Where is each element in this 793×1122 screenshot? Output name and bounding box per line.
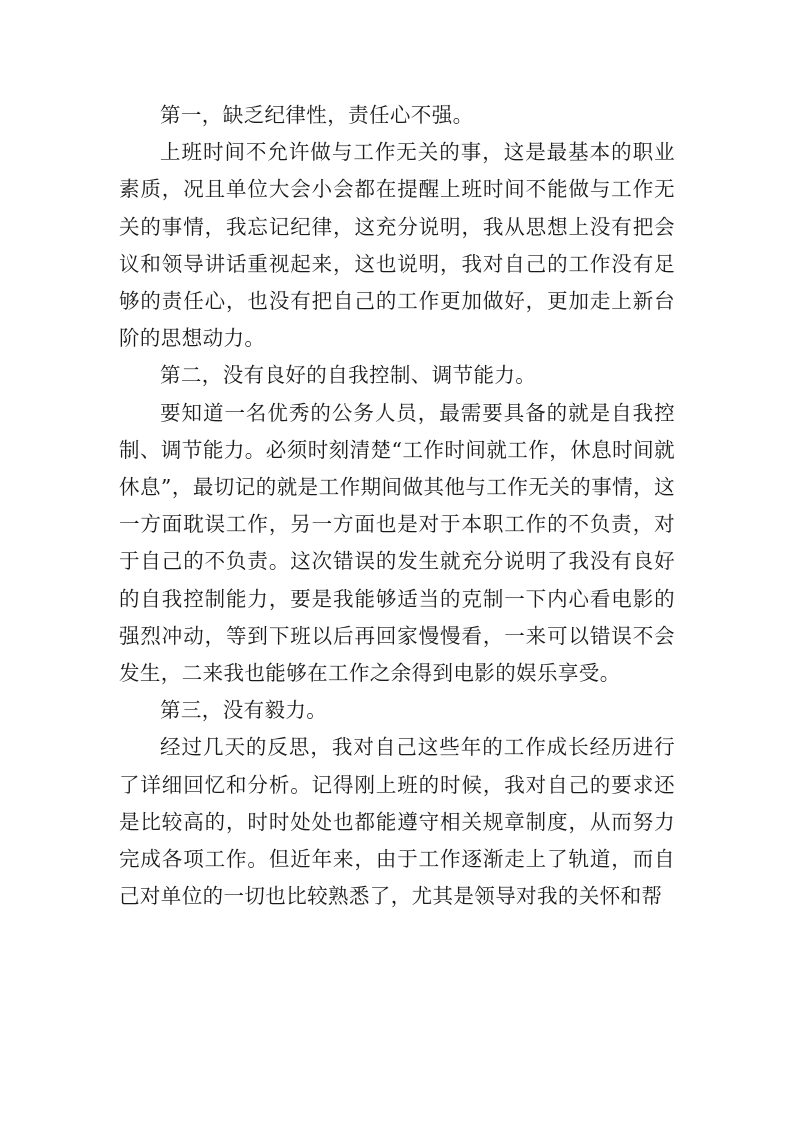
document-body <box>119 97 675 915</box>
heading-point-one: 第一，缺乏纪律性，责任心不强。 <box>160 103 474 127</box>
heading-point-two: 第二，没有良好的自我控制、调节能力。 <box>160 363 537 388</box>
heading-point-three: 第三，没有毅力。 <box>160 698 328 723</box>
paragraph-point-two: 要知道一名优秀的公务人员，最需要具备的就是自我控制、调节能力。必须时刻清楚“工作时间就工作，休息时间就休息”，最切记的就是工作期间做其他与工作无关的事情，这一方面耽误工作，另一方面也是对于本职工作的不负责，对于自己的不负责。这次错误的发生就充分说明了我没有良好的自我控制能力，要是我能够适当的克制一下内心看电影的强烈冲动，等到下班以后再回家慢慢看，一来可以错误不会发生，二来我也能够在工作之余得到电影的娱乐享受。 <box>119 400 675 686</box>
paragraph-point-three: 经过几天的反思，我对自己这些年的工作成长经历进行了详细回忆和分析。记得刚上班的时候，我对自己的要求还是比较高的，时时处处也都能遵守相关规章制度，从而努力完成各项工作。但近年来，由于工作逐渐走上了轨道，而自己对单位的一切也比较熟悉了，尤其是领导对我的关怀和帮 <box>119 735 675 909</box>
paragraph-point-one: 上班时间不允许做与工作无关的事，这是最基本的职业素质，况且单位大会小会都在提醒上班时间不能做与工作无关的事情，我忘记纪律，这充分说明，我从思想上没有把会议和领导讲话重视起来，这也说明，我对自己的工作没有足够的责任心，也没有把自己的工作更加做好，更加走上新台阶的思想动力。 <box>119 140 675 351</box>
